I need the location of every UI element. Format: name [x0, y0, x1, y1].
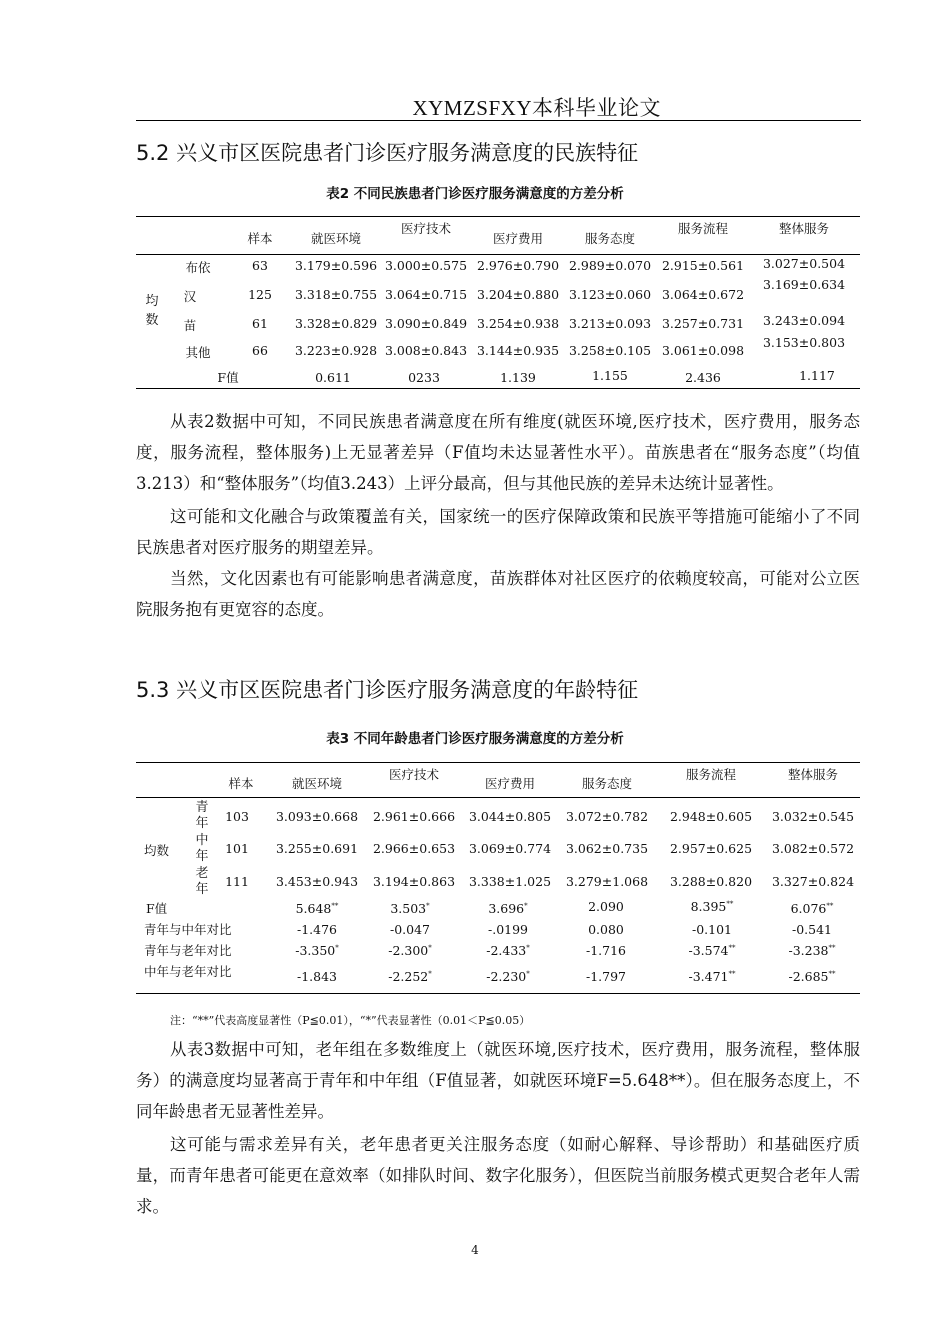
paragraph: 这可能与需求差异有关，老年患者更关注服务态度（如耐心解释、导诊帮助）和基础医疗质量，而青年患者可能更在意效率（如排队时间、数字化服务），但医院当前服务模式更契合老年人需求。 [136, 1135, 860, 1216]
table2-cell: 3.328±0.829 [294, 316, 378, 331]
table3-cell: 3.194±0.863 [372, 874, 456, 889]
table3-cell: 3.093±0.668 [275, 809, 359, 824]
stat-value: 5.648 [295, 901, 332, 916]
page-number: 4 [471, 1243, 479, 1257]
table3-comparison-label: 青年与老年对比 [144, 943, 232, 958]
stat-value: 2.090 [588, 899, 624, 914]
sig-mark: ** [828, 943, 836, 952]
sig-mark: * [526, 943, 530, 952]
table3-cell [588, 922, 624, 937]
table3-note: 注：“**”代表高度显著性（P≦0.01），“*”代表显著性（0.01＜P≦0.05） [170, 1014, 531, 1027]
section2-body [136, 1034, 860, 1222]
table2-caption: 表2 不同民族患者门诊医疗服务满意度的方差分析 [326, 186, 624, 202]
stat-value: -0.047 [389, 922, 431, 937]
sig-mark: ** [728, 969, 736, 978]
table3-cell: 3.082±0.572 [771, 841, 855, 856]
table3-cell: 111 [225, 874, 249, 889]
table3-cell [692, 922, 732, 937]
table3-comparison-label: 中年与老年对比 [144, 964, 232, 979]
table3-col-header: 服务态度 [581, 776, 633, 791]
header-title: XYMZSFXY本科毕业论文 [412, 96, 661, 120]
table3-f-value [691, 899, 734, 914]
stat-value: -2.433 [486, 943, 527, 958]
table3-cell: 3.453±0.943 [275, 874, 359, 889]
table3-cell [388, 943, 432, 958]
stat-value: 8.395 [690, 899, 727, 914]
table3-cell: 2.966±0.653 [372, 841, 456, 856]
paragraph: 从表2数据中可知，不同民族患者满意度在所有维度(就医环境,医疗技术，医疗费用，服务态度，服务流程，整体服务)上无显著差异（F值均未达显著性水平）。苗族患者在“服务态度”（均值3.213）和“整体服务”（均值3.243）上评分最高，但与其他民族的差异未达统计显著性。 [136, 412, 860, 493]
table3-cell: 3.279±1.068 [565, 874, 649, 889]
table2-f-value: 1.139 [500, 370, 536, 385]
stat-value: 6.076 [790, 901, 827, 916]
table2-bottom-rule [136, 388, 860, 389]
stat-value: -0.541 [791, 922, 833, 937]
table3-cell: 3.288±0.820 [669, 874, 753, 889]
table3-cell [586, 969, 626, 984]
table3-cell [586, 943, 626, 958]
table3-cell [792, 922, 832, 937]
sig-mark: * [428, 969, 432, 978]
table3-col-header: 医疗费用 [484, 776, 536, 791]
table2-cell: 3.257±0.731 [661, 316, 745, 331]
table2-cell: 3.258±0.105 [568, 343, 652, 358]
table3-f-label: F值 [146, 901, 168, 916]
section1-body [136, 406, 860, 625]
table3-top-rule [136, 762, 860, 763]
table3-cell [295, 943, 339, 958]
table2-col-header: 样本 [247, 231, 273, 246]
stat-value: -0.101 [691, 922, 733, 937]
table2-cell: 3.008±0.843 [384, 343, 468, 358]
table2-col-header: 医疗技术 [400, 221, 452, 236]
table3-cell [390, 922, 430, 937]
table3-row-label: 老年 [195, 866, 209, 897]
stat-value: 3.503 [390, 901, 427, 916]
table3-cell [297, 969, 337, 984]
table3-cell [688, 969, 735, 984]
table3-col-header: 医疗技术 [388, 767, 440, 782]
table3-f-value [488, 901, 527, 916]
paragraph: 从表3数据中可知，老年组在多数维度上（就医环境,医疗技术，医疗费用，服务流程，整体服务）的满意度均显著高于青年和中年组（F值显著，如就医环境F=5.648**）。但在服务态度上，不同年龄患者无显著性差异。 [136, 1040, 860, 1121]
table2-col-header: 服务态度 [584, 231, 636, 246]
sig-mark: ** [826, 901, 834, 910]
table2-group-label: 均数 [145, 294, 159, 328]
table3-f-value [296, 901, 339, 916]
table2-f-value: 1.155 [592, 368, 628, 383]
table2-cell: 3.254±0.938 [476, 316, 560, 331]
sig-mark: * [526, 969, 530, 978]
table2-cell: 3.090±0.849 [384, 316, 468, 331]
table2-cell: 3.061±0.098 [661, 343, 745, 358]
table2-cell: 3.144±0.935 [476, 343, 560, 358]
stat-value: -3.350 [295, 943, 336, 958]
sig-mark: ** [726, 899, 734, 908]
table3-cell: 3.062±0.735 [565, 841, 649, 856]
stat-value: 3.696 [488, 901, 525, 916]
table2-cell: 3.000±0.575 [384, 258, 468, 273]
table3-cell: 3.032±0.545 [771, 809, 855, 824]
page-header [136, 90, 861, 121]
table2-cell: 3.064±0.672 [661, 287, 745, 302]
paragraph: 这可能和文化融合与政策覆盖有关，国家统一的医疗保障政策和民族平等措施可能缩小了不同民族患者对医疗服务的期望差异。 [136, 507, 860, 557]
stat-value: -1.797 [585, 969, 627, 984]
table2-col-header: 就医环境 [310, 231, 362, 246]
table2-top-rule [136, 216, 860, 217]
sig-mark: * [428, 943, 432, 952]
table2-cell: 2.915±0.561 [661, 258, 745, 273]
table2-f-value: 0.611 [315, 370, 351, 385]
stat-value: -3.574 [688, 943, 729, 958]
table3-cell: 3.072±0.782 [565, 809, 649, 824]
table3-cell: 103 [225, 809, 249, 824]
table2-cell: 3.243±0.094 [762, 313, 846, 328]
stat-value: -2.252 [388, 969, 429, 984]
section-title-ethnicity: 5.2 兴义市区医院患者门诊医疗服务满意度的民族特征 [136, 141, 639, 165]
table2-row-label: 其他 [185, 345, 211, 360]
sig-mark: ** [828, 969, 836, 978]
table3-f-value [390, 901, 429, 916]
table3-cell: 3.255±0.691 [275, 841, 359, 856]
table3-row-label: 中年 [195, 833, 209, 864]
table3-cell: 3.044±0.805 [468, 809, 552, 824]
table2-f-label: F值 [217, 370, 239, 385]
table2-cell: 3.213±0.093 [568, 316, 652, 331]
table3-comparison-label: 青年与中年对比 [144, 922, 232, 937]
table2-cell: 61 [252, 316, 268, 331]
table3-cell [688, 943, 735, 958]
table3-cell [788, 969, 835, 984]
table3-cell: 2.961±0.666 [372, 809, 456, 824]
stat-value: -2.685 [788, 969, 829, 984]
table3-cell: 3.338±1.025 [468, 874, 552, 889]
table3-col-header: 整体服务 [787, 767, 839, 782]
table3-f-value [588, 899, 624, 914]
table3-cell: 101 [225, 841, 249, 856]
table2-f-value: 2.436 [685, 370, 721, 385]
table3-group-label: 均数 [144, 843, 170, 858]
table2-col-header: 服务流程 [677, 221, 729, 236]
table3-caption: 表3 不同年龄患者门诊医疗服务满意度的方差分析 [326, 731, 624, 747]
table3-cell [486, 943, 530, 958]
stat-value: -2.230 [486, 969, 527, 984]
table2-row-label: 苗 [183, 318, 197, 333]
table2-cell: 3.064±0.715 [384, 287, 468, 302]
stat-value: -1.716 [585, 943, 627, 958]
paragraph: 当然，文化因素也有可能影响患者满意度，苗族群体对社区医疗的依赖度较高，可能对公立医院服务抱有更宽容的态度。 [136, 569, 860, 619]
sig-mark: ** [728, 943, 736, 952]
table2-cell: 3.318±0.755 [294, 287, 378, 302]
sig-mark: * [524, 901, 528, 910]
table3-cell [486, 969, 530, 984]
table3-cell [788, 943, 835, 958]
table2-cell: 3.027±0.504 [762, 256, 846, 271]
table2-row-label: 布依 [185, 260, 211, 275]
stat-value: -1.476 [296, 922, 338, 937]
table2-cell: 125 [248, 287, 272, 302]
table2-f-value: 1.117 [799, 368, 835, 383]
table3-cell: 2.957±0.625 [669, 841, 753, 856]
table3-bottom-rule [136, 993, 860, 994]
table2-cell: 3.123±0.060 [568, 287, 652, 302]
table3-cell: 2.948±0.605 [669, 809, 753, 824]
table2-col-header: 医疗费用 [492, 231, 544, 246]
sig-mark: * [426, 901, 430, 910]
sig-mark: ** [331, 901, 339, 910]
table2-cell: 63 [252, 258, 268, 273]
stat-value: -3.471 [688, 969, 729, 984]
table3-header-rule [136, 797, 860, 798]
table3-cell: 3.327±0.824 [771, 874, 855, 889]
table2-cell: 3.169±0.634 [762, 277, 846, 292]
table3-cell: 3.069±0.774 [468, 841, 552, 856]
table2-cell: 3.204±0.880 [476, 287, 560, 302]
table3-col-header: 样本 [228, 776, 254, 791]
table3-cell [388, 969, 432, 984]
table2-header-rule [136, 254, 860, 255]
stat-value: -1.843 [296, 969, 338, 984]
table2-cell: 2.976±0.790 [476, 258, 560, 273]
table2-cell: 3.153±0.803 [762, 335, 846, 350]
table3-cell [297, 922, 337, 937]
table3-f-value [791, 901, 834, 916]
table2-cell: 2.989±0.070 [568, 258, 652, 273]
stat-value: -.0199 [487, 922, 529, 937]
stat-value: -3.238 [788, 943, 829, 958]
table3-col-header: 就医环境 [291, 776, 343, 791]
table2-cell: 3.223±0.928 [294, 343, 378, 358]
section-title-age: 5.3 兴义市区医院患者门诊医疗服务满意度的年龄特征 [136, 678, 639, 702]
table2-f-value: 0233 [408, 370, 440, 385]
table2-col-header: 整体服务 [778, 221, 830, 236]
table3-row-label: 青年 [195, 800, 209, 831]
stat-value: 0.080 [588, 922, 624, 937]
table2-cell: 66 [252, 343, 268, 358]
sig-mark: * [335, 943, 339, 952]
stat-value: -2.300 [388, 943, 429, 958]
table2-row-label: 汉 [183, 289, 197, 304]
table3-col-header: 服务流程 [685, 767, 737, 782]
table2-cell: 3.179±0.596 [294, 258, 378, 273]
table3-cell [488, 922, 528, 937]
